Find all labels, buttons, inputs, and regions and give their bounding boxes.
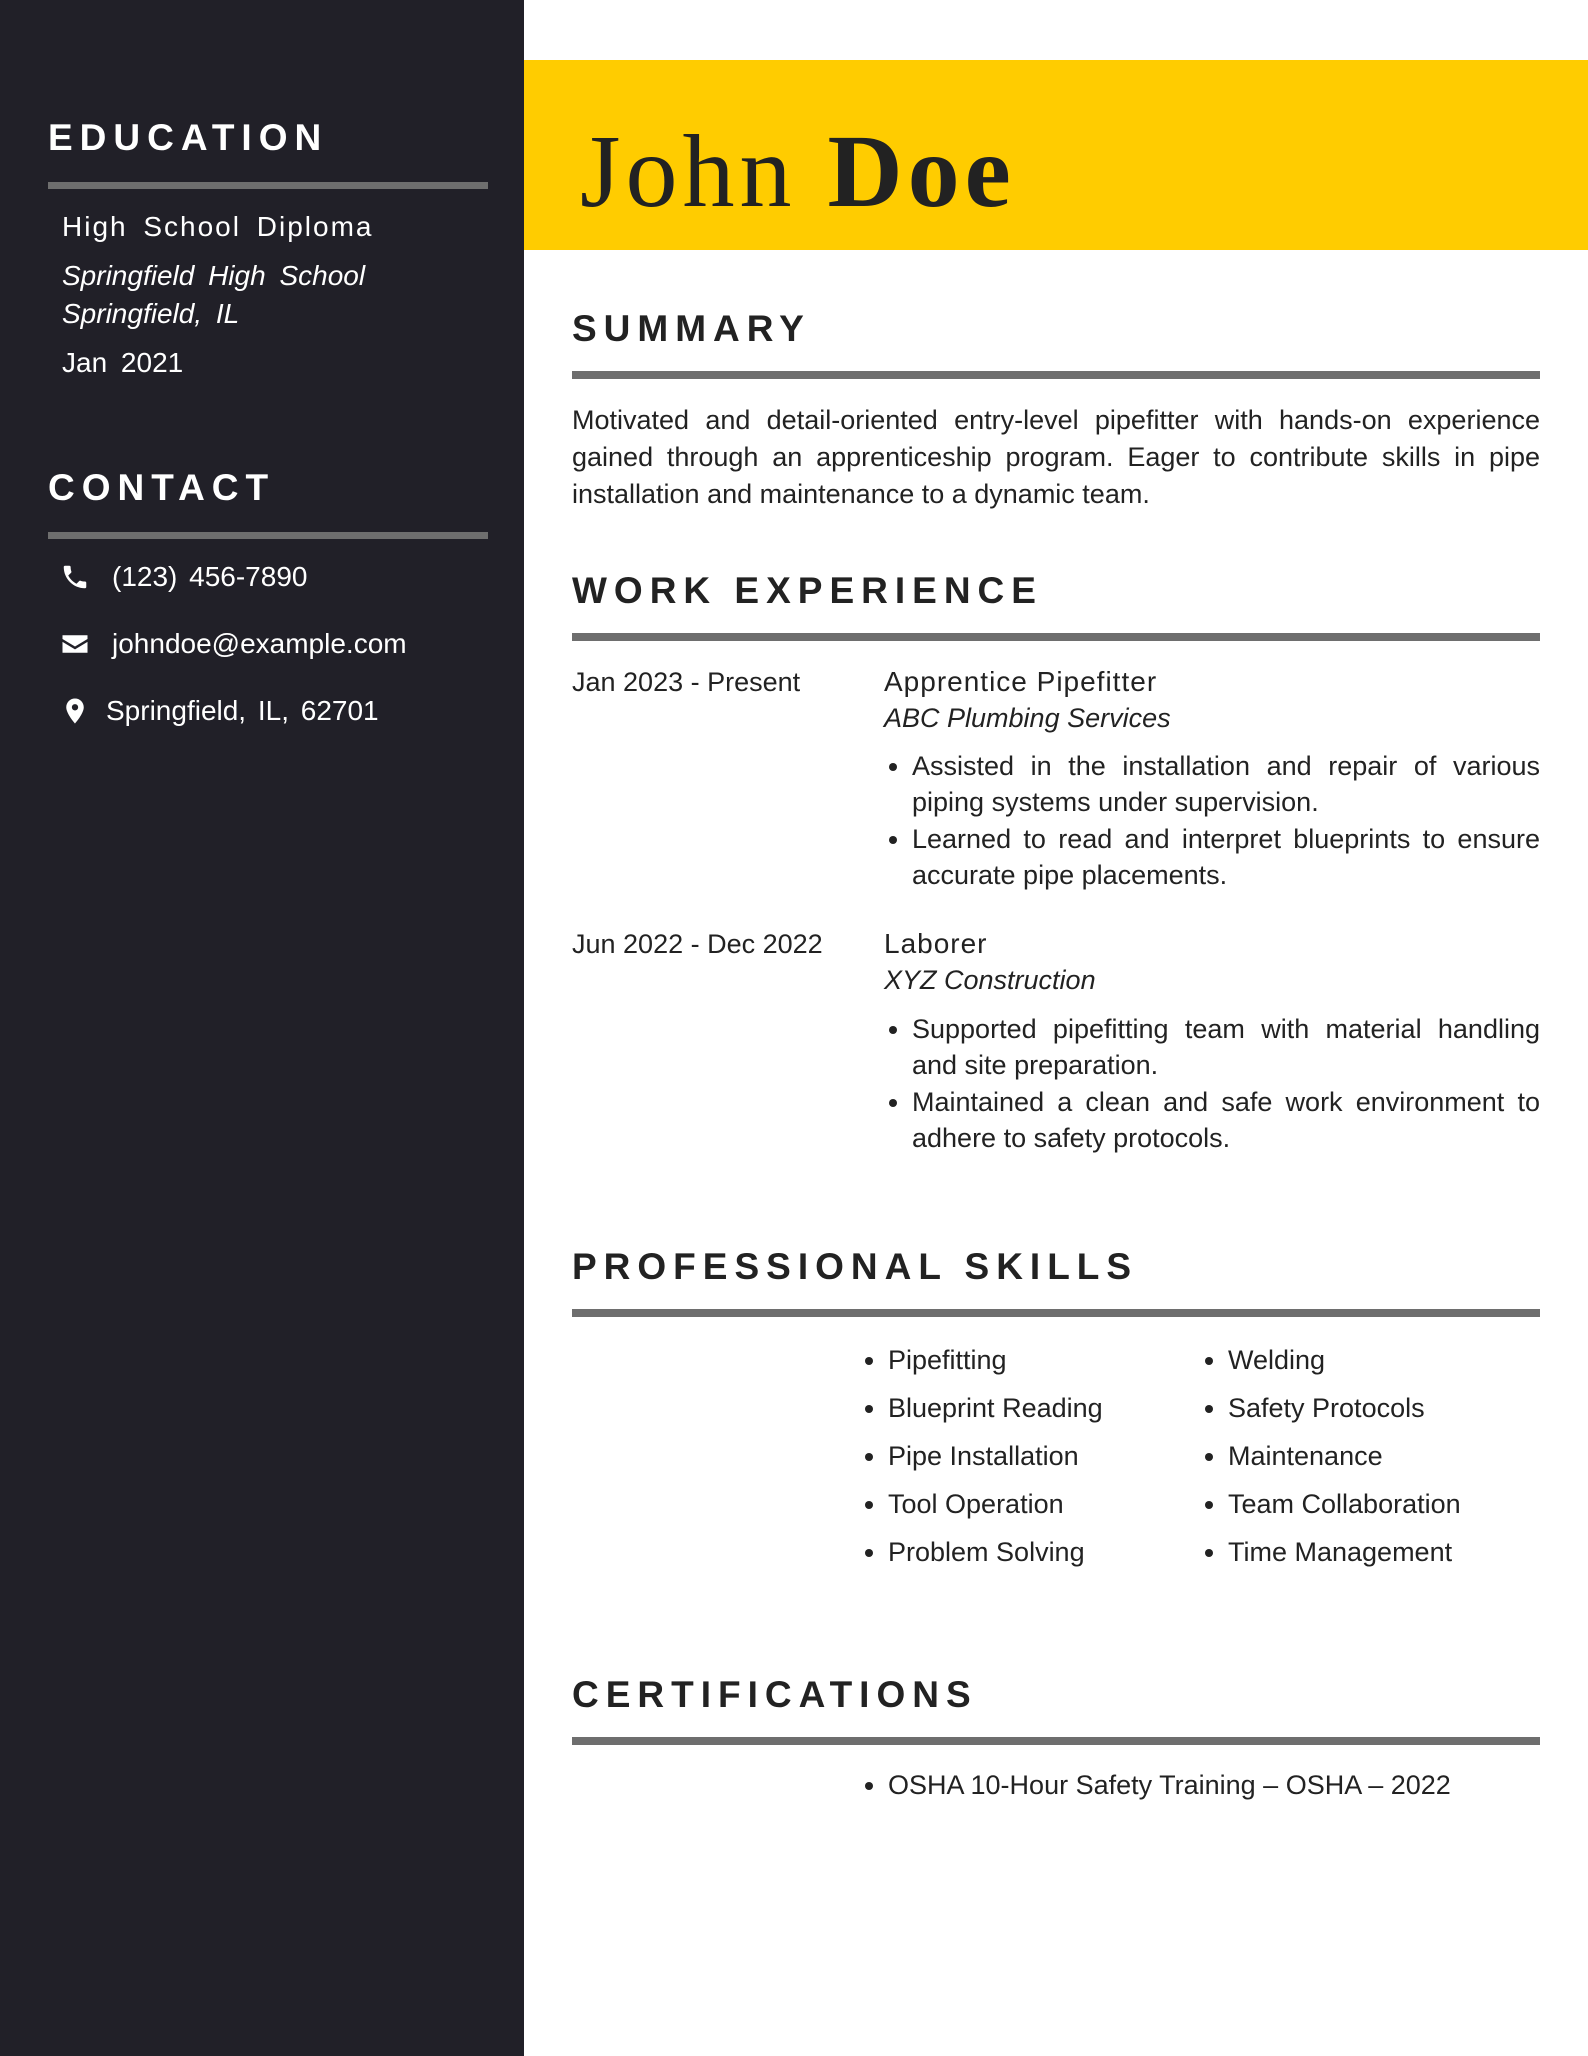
education-school: Springfield High School: [62, 260, 366, 291]
experience-divider: [572, 633, 1540, 641]
certifications-section: [572, 1676, 1540, 1745]
envelope-icon: [60, 629, 90, 659]
education-section: [48, 117, 488, 378]
skill-item: • Time Management: [1228, 1528, 1461, 1576]
contact-divider: [48, 532, 488, 539]
education-divider: [48, 182, 488, 189]
job-bullet: • Assisted in the installation and repair of various piping systems under supervision.: [912, 748, 1540, 820]
sidebar: [0, 0, 524, 2056]
job-company: ABC Plumbing Services: [884, 703, 1171, 733]
skills-list-right: [1196, 1336, 1461, 1576]
last-name: Doe: [827, 114, 1016, 229]
job-bullet: • Learned to read and interpret blueprints to ensure accurate pipe placements.: [912, 821, 1540, 893]
contact-location-text: Springfield, IL, 62701: [106, 695, 379, 726]
summary-section: [572, 310, 1540, 379]
job-title: Laborer: [884, 928, 988, 959]
education-degree: High School Diploma: [62, 211, 374, 242]
summary-divider: [572, 371, 1540, 379]
skill-item: • Maintenance: [1228, 1432, 1461, 1480]
phone-icon: [60, 562, 90, 592]
certifications-list: [856, 1767, 1451, 1803]
skills-divider: [572, 1309, 1540, 1317]
skill-item: • Team Collaboration: [1228, 1480, 1461, 1528]
skills-heading: PROFESSIONAL SKILLS: [572, 1246, 1139, 1287]
contact-phone-text: (123) 456-7890: [112, 561, 308, 592]
job-bullet: • Maintained a clean and safe work environment to adhere to safety protocols.: [912, 1084, 1540, 1156]
skill-item: • Pipe Installation: [888, 1432, 1103, 1480]
name-banner: [524, 60, 1588, 250]
skill-item: • Pipefitting: [888, 1336, 1103, 1384]
job-title: Apprentice Pipefitter: [884, 666, 1158, 697]
summary-heading: SUMMARY: [572, 308, 811, 349]
job-company: XYZ Construction: [884, 965, 1096, 995]
skill-item: • Blueprint Reading: [888, 1384, 1103, 1432]
skill-item: • Safety Protocols: [1228, 1384, 1461, 1432]
experience-heading: WORK EXPERIENCE: [572, 570, 1043, 611]
skill-item: • Tool Operation: [888, 1480, 1103, 1528]
contact-section: [48, 467, 488, 726]
contact-email-text[interactable]: johndoe@example.com: [112, 628, 407, 659]
education-location: Springfield, IL: [62, 298, 240, 329]
job-bullet: • Supported pipefitting team with material handling and site preparation.: [912, 1011, 1540, 1083]
experience-section: [572, 572, 1540, 641]
certification-item: • OSHA 10-Hour Safety Training – OSHA – 2022: [888, 1767, 1451, 1803]
job-bullet-list: [884, 748, 1540, 894]
education-date: Jan 2021: [62, 347, 184, 378]
skill-item: • Problem Solving: [888, 1528, 1103, 1576]
skills-section: [572, 1248, 1540, 1317]
contact-email: [60, 628, 407, 660]
contact-phone: [60, 561, 307, 593]
education-heading: EDUCATION: [48, 117, 329, 158]
job-date: Jan 2023 - Present: [572, 667, 801, 697]
skills-list-left: [856, 1336, 1103, 1576]
first-name: John: [580, 114, 797, 229]
contact-location: [60, 695, 379, 727]
contact-heading: CONTACT: [48, 467, 276, 508]
certifications-heading: CERTIFICATIONS: [572, 1674, 978, 1715]
map-pin-icon: [60, 696, 90, 726]
certifications-divider: [572, 1737, 1540, 1745]
candidate-name: [580, 114, 1016, 229]
summary-text: Motivated and detail-oriented entry-level pipefitter with hands-on experience gained through an apprenticeship program. Eager to contribute skills in pipe installation and maintenance to a dynamic team.: [572, 405, 1540, 509]
job-bullet-list: [884, 1011, 1540, 1157]
job-date: Jun 2022 - Dec 2022: [572, 929, 823, 959]
skill-item: • Welding: [1228, 1336, 1461, 1384]
